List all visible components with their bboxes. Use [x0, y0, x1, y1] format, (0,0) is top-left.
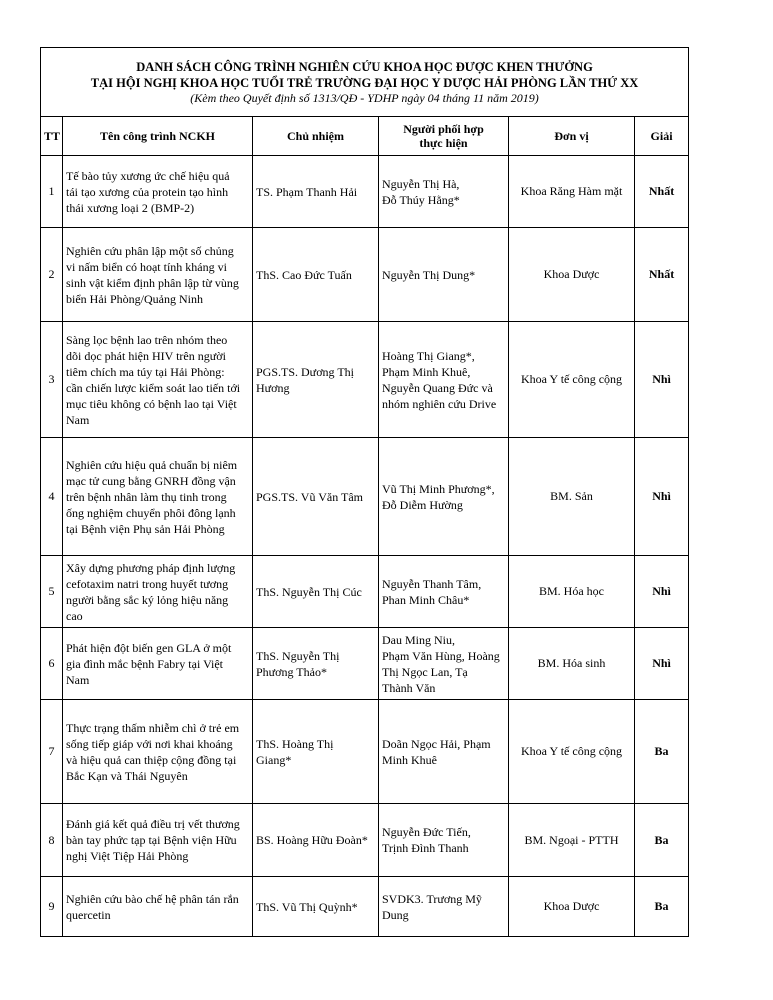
project-title-line: Nghiên cứu phân lập một số chủng [66, 243, 234, 258]
collaborators-line: nhóm nghiên cứu Drive [382, 396, 497, 411]
principal-investigator [253, 322, 379, 438]
table-row [41, 877, 689, 937]
principal-investigator [253, 804, 379, 877]
project-title-line: mục tiêu không có bệnh lao tại Việt [66, 396, 237, 411]
department: BM. Hóa học [509, 556, 635, 628]
collaborators-line: Minh Khuê [382, 752, 437, 767]
collaborators [379, 322, 509, 438]
award-level: Ba [635, 804, 689, 877]
award-level: Nhì [635, 556, 689, 628]
table-body [41, 156, 689, 937]
row-number: 9 [41, 877, 63, 937]
project-title-line: Nam [66, 412, 90, 427]
project-title-line: ống nghiệm chuyển phôi đông lạnh [66, 505, 236, 520]
principal-investigator [253, 228, 379, 322]
table-row [41, 438, 689, 556]
project-title [63, 628, 253, 700]
collaborators-line: Trịnh Đình Thanh [382, 841, 469, 855]
principal-investigator-line: PGS.TS. Vũ Văn Tâm [256, 489, 364, 504]
project-title-line: sống tiếp giáp với nơi khai khoáng [66, 736, 233, 751]
col-header-phoi-hop [379, 117, 509, 156]
project-title-line: vi nấm biển có hoạt tính kháng vi [66, 259, 227, 274]
collaborators-line: Thành Văn [382, 680, 436, 695]
principal-investigator-line: ThS. Hoàng Thị [256, 736, 334, 751]
project-title-line: tiêm chích ma túy tại Hải Phòng: [66, 364, 225, 379]
principal-investigator-line: TS. Phạm Thanh Hải [256, 184, 358, 199]
project-title-line: Nghiên cứu hiệu quả chuẩn bị niêm [66, 457, 238, 472]
principal-investigator-line: PGS.TS. Dương Thị [256, 364, 354, 379]
collaborators-line: Hoàng Thị Giang*, [382, 348, 475, 363]
document-title-line2: TẠI HỘI NGHỊ KHOA HỌC TUỔI TRẺ TRƯỜNG ĐẠI HỌC Y DƯỢC HẢI PHÒNG LẦN THỨ XX [90, 76, 639, 90]
project-title-line: gia đình mắc bệnh Fabry tại Việt [66, 656, 224, 671]
table-row [41, 322, 689, 438]
collaborators [379, 804, 509, 877]
award-level: Nhì [635, 628, 689, 700]
project-title-line: Thực trạng thấm nhiễm chì ở trẻ em [66, 720, 240, 735]
collaborators [379, 877, 509, 937]
collaborators-line: Phạm Minh Khuê, [382, 364, 471, 379]
collaborators-line: SVDK3. Trương Mỹ [382, 891, 482, 906]
document-header [41, 48, 689, 117]
project-title-line: trên bệnh nhân làm thụ tinh trong [66, 489, 227, 504]
project-title-line: Tế bào tủy xương ức chế hiệu quả [66, 168, 230, 183]
table-row [41, 556, 689, 628]
col-header-giai: Giải [635, 117, 689, 156]
collaborators-line: Phạm Văn Hùng, Hoàng [382, 648, 500, 663]
document-header-row [41, 48, 689, 117]
project-title-line: Xây dựng phương pháp định lượng [66, 560, 236, 575]
table-row [41, 804, 689, 877]
principal-investigator-line: Hương [256, 380, 290, 395]
collaborators [379, 700, 509, 804]
collaborators [379, 156, 509, 228]
project-title-line: cao [66, 608, 83, 623]
project-title-line: Nam [66, 672, 90, 687]
principal-investigator [253, 156, 379, 228]
project-title [63, 228, 253, 322]
project-title-line: biển Hải Phòng/Quảng Ninh [66, 291, 203, 306]
collaborators-line: Đỗ Thúy Hằng* [382, 192, 460, 207]
department: Khoa Dược [509, 228, 635, 322]
principal-investigator [253, 628, 379, 700]
award-level: Nhì [635, 438, 689, 556]
col-header-phoi-hop-line1: Người phối hợp [403, 122, 484, 136]
department: Khoa Răng Hàm mặt [509, 156, 635, 228]
collaborators-line: Nguyễn Thị Hà, [382, 176, 460, 191]
principal-investigator-line: Giang* [256, 752, 292, 767]
award-level: Nhất [635, 156, 689, 228]
award-level: Nhì [635, 322, 689, 438]
collaborators [379, 556, 509, 628]
document-subtitle: (Kèm theo Quyết định số 1313/QĐ - YDHP ngày 04 tháng 11 năm 2019) [190, 91, 539, 105]
award-table [40, 47, 689, 937]
project-title [63, 877, 253, 937]
department: Khoa Dược [509, 877, 635, 937]
principal-investigator [253, 877, 379, 937]
collaborators [379, 228, 509, 322]
department: BM. Hóa sinh [509, 628, 635, 700]
project-title-line: và hiệu quả can thiệp cộng đồng tại [66, 752, 237, 767]
project-title-line: Nghiên cứu bào chế hệ phân tán rắn [66, 891, 239, 906]
department: Khoa Y tế công cộng [509, 700, 635, 804]
collaborators [379, 438, 509, 556]
collaborators-line: Thị Ngọc Lan, Tạ [382, 664, 468, 679]
collaborators-line: Dung [382, 907, 409, 922]
award-level: Nhất [635, 228, 689, 322]
project-title-line: tại Bệnh viện Phụ sản Hải Phòng [66, 521, 225, 536]
col-header-phoi-hop-line2: thực hiện [419, 136, 468, 150]
table-row [41, 700, 689, 804]
project-title [63, 700, 253, 804]
project-title-line: cefotaxim natri trong huyết tương [66, 576, 229, 591]
principal-investigator-line: ThS. Cao Đức Tuấn [256, 267, 352, 282]
collaborators-line: Doãn Ngọc Hải, Phạm [382, 736, 491, 751]
row-number: 5 [41, 556, 63, 628]
award-level: Ba [635, 700, 689, 804]
collaborators [379, 628, 509, 700]
project-title-line: Bắc Kạn và Thái Nguyên [66, 768, 188, 783]
principal-investigator-line: ThS. Nguyễn Thị Cúc [256, 584, 362, 599]
project-title [63, 156, 253, 228]
project-title-line: cần chiến lược kiểm soát lao tiến tới [66, 380, 241, 395]
row-number: 2 [41, 228, 63, 322]
project-title-line: tái tạo xương của protein tạo hình [66, 184, 229, 199]
row-number: 7 [41, 700, 63, 804]
col-header-tt: TT [41, 117, 63, 156]
document-title-line1: DANH SÁCH CÔNG TRÌNH NGHIÊN CỨU KHOA HỌC ĐƯỢC KHEN THƯỞNG [136, 60, 593, 74]
table-row [41, 156, 689, 228]
department: BM. Ngoại - PTTH [509, 804, 635, 877]
project-title-line: quercetin [66, 907, 111, 922]
project-title [63, 438, 253, 556]
project-title-line: sinh vật kiểm định phân lập từ vùng [66, 275, 239, 290]
row-number: 1 [41, 156, 63, 228]
award-level: Ba [635, 877, 689, 937]
project-title [63, 804, 253, 877]
row-number: 4 [41, 438, 63, 556]
collaborators-line: Đỗ Diễm Hường [382, 497, 463, 512]
table-row [41, 628, 689, 700]
principal-investigator [253, 556, 379, 628]
principal-investigator-line: ThS. Nguyễn Thị [256, 648, 340, 663]
row-number: 8 [41, 804, 63, 877]
department: BM. Sản [509, 438, 635, 556]
table-row [41, 228, 689, 322]
project-title [63, 556, 253, 628]
project-title-line: bàn tay phức tạp tại Bệnh viện Hữu [66, 833, 237, 847]
principal-investigator [253, 438, 379, 556]
row-number: 6 [41, 628, 63, 700]
project-title-line: thái xương loại 2 (BMP-2) [66, 200, 195, 215]
col-header-chu-nhiem: Chủ nhiệm [253, 117, 379, 156]
row-number: 3 [41, 322, 63, 438]
col-header-ten: Tên công trình NCKH [63, 117, 253, 156]
collaborators-line: Nguyễn Thị Dung* [382, 267, 476, 282]
collaborators-line: Nguyễn Thanh Tâm, [382, 576, 482, 591]
project-title-line: dõi dọc phát hiện HIV trên người [66, 348, 226, 363]
principal-investigator [253, 700, 379, 804]
collaborators-line: Vũ Thị Minh Phương*, [382, 481, 495, 496]
project-title-line: Sàng lọc bệnh lao trên nhóm theo [66, 332, 228, 347]
principal-investigator-line: ThS. Vũ Thị Quỳnh* [256, 899, 358, 914]
col-header-don-vi: Đơn vị [509, 117, 635, 156]
project-title-line: mạc tử cung bằng GNRH đồng vận [66, 473, 236, 488]
column-header-row [41, 117, 689, 156]
collaborators-line: Dau Ming Niu, [382, 632, 455, 647]
collaborators-line: Nguyễn Đức Tiến, [382, 825, 471, 839]
project-title [63, 322, 253, 438]
project-title-line: nghị Việt Tiệp Hải Phòng [66, 849, 189, 863]
project-title-line: Đánh giá kết quả điều trị vết thương [66, 817, 240, 831]
project-title-line: Phát hiện đột biến gen GLA ở một [66, 640, 232, 655]
principal-investigator-line: BS. Hoàng Hữu Đoàn* [256, 833, 368, 847]
principal-investigator-line: Phương Thảo* [256, 664, 327, 679]
project-title-line: người bằng sắc ký lỏng hiệu năng [66, 592, 229, 607]
department: Khoa Y tế công cộng [509, 322, 635, 438]
collaborators-line: Nguyễn Quang Đức và [382, 380, 493, 395]
collaborators-line: Phan Minh Châu* [382, 592, 470, 607]
